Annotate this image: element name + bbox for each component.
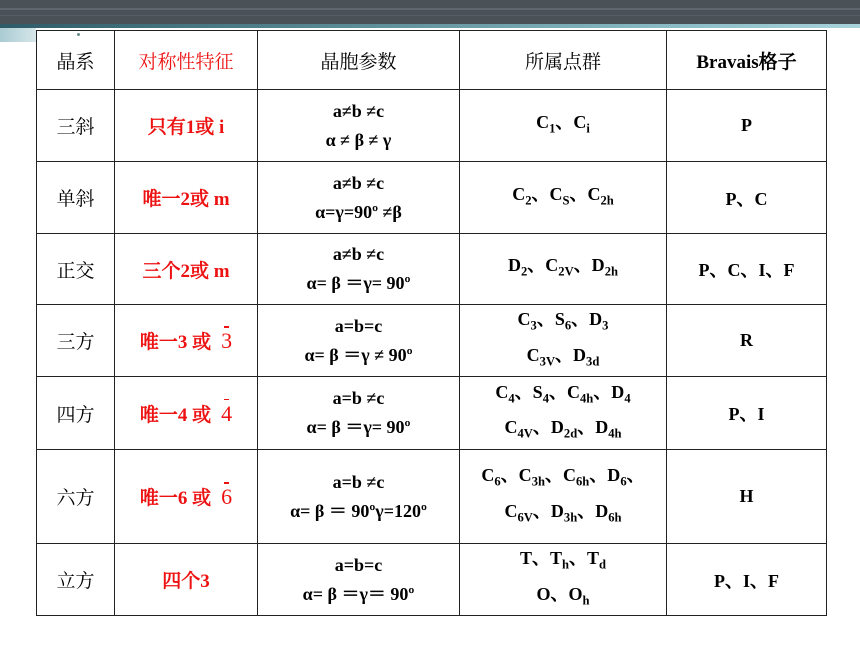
header-cell-parameters: 晶胞参数 [258, 31, 460, 90]
point-groups-cell [460, 377, 667, 450]
banner-stripe [0, 8, 860, 10]
symbol: 、C [531, 183, 563, 204]
symmetry-cell [115, 234, 258, 305]
rotoinversion-bar-symbol: 4 [221, 400, 233, 426]
param-lengths: a=b=c [334, 315, 383, 336]
param-lengths: a≠b ≠c [332, 244, 385, 264]
symbol: O [536, 583, 551, 604]
symmetry-text: 唯一2或 m [142, 189, 230, 210]
symbol: 、D [532, 500, 564, 521]
symmetry-text: 四个3 [162, 571, 210, 592]
crystal-system-cell: 三斜 [37, 90, 115, 162]
point-groups-cell [460, 544, 667, 616]
crystal-system-cell: 单斜 [37, 162, 115, 234]
point-group-line [460, 180, 666, 215]
symmetry-cell [115, 90, 258, 162]
subscript: 6 [564, 318, 572, 333]
param-angles: α= β ＝γ ≠ 90º [304, 344, 413, 365]
symbol: 、D [589, 465, 621, 486]
crystal-system-cell: 四方 [37, 377, 115, 450]
subscript: 4 [624, 391, 631, 405]
symbol: 、C [569, 183, 601, 204]
symbol: 、D [593, 381, 625, 402]
param-lengths: a=b=c [334, 554, 383, 575]
subscript: 4 [508, 391, 515, 405]
symmetry-text: 只有1或 i [147, 117, 225, 138]
symmetry-text: 唯一6 或 [139, 488, 212, 509]
symbol: C [517, 309, 531, 330]
symmetry-text: 唯一3 或 [139, 332, 212, 353]
symbol: 、D [571, 309, 603, 330]
crystal-system-cell: 正交 [37, 234, 115, 305]
subscript: 2V [558, 264, 574, 279]
subscript: 3d [586, 353, 600, 368]
subscript: 6 [494, 474, 501, 489]
point-group-line [460, 305, 666, 340]
cell-parameters-cell [258, 544, 460, 616]
table-row [37, 162, 827, 234]
table-row [37, 450, 827, 544]
symbol: C [512, 183, 526, 204]
subscript: 2h [600, 193, 614, 208]
param-angles: α= β ＝γ= 90º [306, 273, 411, 293]
banner-accent-line [0, 24, 860, 28]
subscript: 3h [563, 509, 578, 524]
symbol: 、T [531, 548, 562, 569]
subscript: 3 [602, 318, 609, 333]
header-symmetry: 对称性特征 [115, 31, 258, 90]
symmetry-cell [115, 377, 258, 450]
cell-parameters-cell [258, 234, 460, 305]
symbol: 、T [569, 548, 600, 569]
table-row [37, 90, 827, 162]
crystal-system-cell: 六方 [37, 450, 115, 544]
table-row [37, 234, 827, 305]
symbol: 、C [555, 111, 587, 132]
table-row [37, 377, 827, 450]
point-groups-cell [460, 234, 667, 305]
subscript: 6h [576, 474, 590, 489]
bravais-cell: H [667, 450, 827, 544]
rotoinversion-bar-symbol: 3 [221, 328, 233, 353]
cell-parameters-cell [258, 162, 460, 234]
param-angles: α=γ=90º ≠β [315, 201, 402, 222]
symbol: C [526, 344, 540, 365]
bravais-cell: P [667, 90, 827, 162]
subscript: 3h [531, 474, 545, 489]
symbol: C [495, 381, 509, 402]
param-lengths: a≠b ≠c [332, 172, 385, 193]
header-crystal-system: 晶系 [37, 31, 115, 90]
table-header-row [37, 31, 827, 90]
symmetry-text: 三个2或 m [142, 260, 230, 282]
point-group-line [460, 413, 666, 448]
subscript: h [561, 557, 569, 572]
point-group-line [460, 580, 666, 615]
subscript: 4V [517, 426, 533, 441]
param-lengths: a=b ≠c [332, 388, 385, 408]
symbol: 、C [549, 381, 580, 402]
point-group-line [460, 461, 666, 496]
table-row [37, 544, 827, 616]
symbol: 、S [536, 309, 565, 330]
banner-stripe [0, 15, 860, 16]
subscript: 4 [542, 391, 549, 405]
subscript: 2h [604, 264, 618, 279]
point-groups-cell [460, 162, 667, 234]
subscript: 4h [580, 391, 594, 405]
bravais-cell: R [667, 305, 827, 377]
param-angles: α= β ＝ 90ºγ=120º [290, 500, 427, 521]
symbol: 、D [555, 344, 587, 365]
point-group-line [460, 108, 666, 143]
param-angles: α= β ＝γ= 90º [306, 417, 411, 437]
subscript: 2d [563, 426, 578, 441]
symmetry-text: 唯一4 或 [139, 404, 212, 426]
symbol: 、D [577, 500, 609, 521]
subscript: 4h [608, 426, 622, 441]
symmetry-cell [115, 450, 258, 544]
cell-parameters-cell [258, 90, 460, 162]
header-bravais: Bravais格子 [667, 31, 827, 90]
point-group-line [460, 378, 666, 413]
symbol: 、C [545, 465, 576, 486]
top-banner [0, 0, 860, 26]
bravais-cell: P、I [667, 377, 827, 450]
param-lengths: a=b ≠c [332, 471, 385, 492]
bravais-cell: P、C [667, 162, 827, 234]
symbol: 、O [550, 583, 583, 604]
subscript: 2 [520, 264, 528, 279]
crystal-system-cell: 立方 [37, 544, 115, 616]
subscript: 6 [620, 474, 627, 489]
subscript: 6V [517, 509, 533, 524]
symbol: 、C [500, 465, 532, 486]
subscript: i [586, 121, 590, 136]
symbol: C [504, 417, 518, 437]
point-group-line [460, 251, 666, 286]
symmetry-cell [115, 162, 258, 234]
bravais-cell: P、I、F [667, 544, 827, 616]
point-group-line [460, 341, 666, 376]
cell-parameters-cell [258, 305, 460, 377]
subscript: 3V [539, 353, 556, 368]
symbol: 、D [573, 255, 605, 276]
symbol: C [536, 111, 550, 132]
subscript: 1 [549, 121, 556, 136]
symbol: 、 [626, 465, 645, 486]
symbol: C [481, 465, 495, 486]
subscript: S [562, 193, 570, 208]
param-angles: α ≠ β ≠ γ [325, 129, 392, 150]
symbol: 、C [527, 255, 559, 276]
param-angles: α= β ＝γ＝ 90º [302, 583, 415, 604]
point-groups-cell [460, 90, 667, 162]
subscript: 6h [608, 509, 622, 524]
symbol: 、S [514, 381, 543, 402]
symbol: 、D [532, 417, 564, 437]
corner-decoration [0, 28, 36, 42]
rotoinversion-bar-symbol: 6 [221, 484, 233, 509]
symbol: T [519, 548, 532, 569]
point-groups-cell [460, 450, 667, 544]
bravais-cell: P、C、I、F [667, 234, 827, 305]
subscript: d [599, 557, 607, 572]
crystal-system-table [36, 30, 827, 616]
table-row [37, 305, 827, 377]
cell-parameters-cell [258, 377, 460, 450]
cell-parameters-cell [258, 450, 460, 544]
symbol: 、D [577, 417, 609, 437]
point-group-line [460, 497, 666, 532]
header-point-groups: 所属点群 [460, 31, 667, 90]
subscript: 3 [530, 318, 537, 333]
crystal-system-cell: 三方 [37, 305, 115, 377]
symbol: D [507, 255, 521, 276]
subscript: 2 [525, 193, 532, 208]
point-group-line [460, 544, 666, 579]
symmetry-cell [115, 544, 258, 616]
symmetry-cell [115, 305, 258, 377]
param-lengths: a≠b ≠c [332, 100, 385, 121]
subscript: h [582, 592, 590, 607]
point-groups-cell [460, 305, 667, 377]
symbol: C [504, 500, 518, 521]
